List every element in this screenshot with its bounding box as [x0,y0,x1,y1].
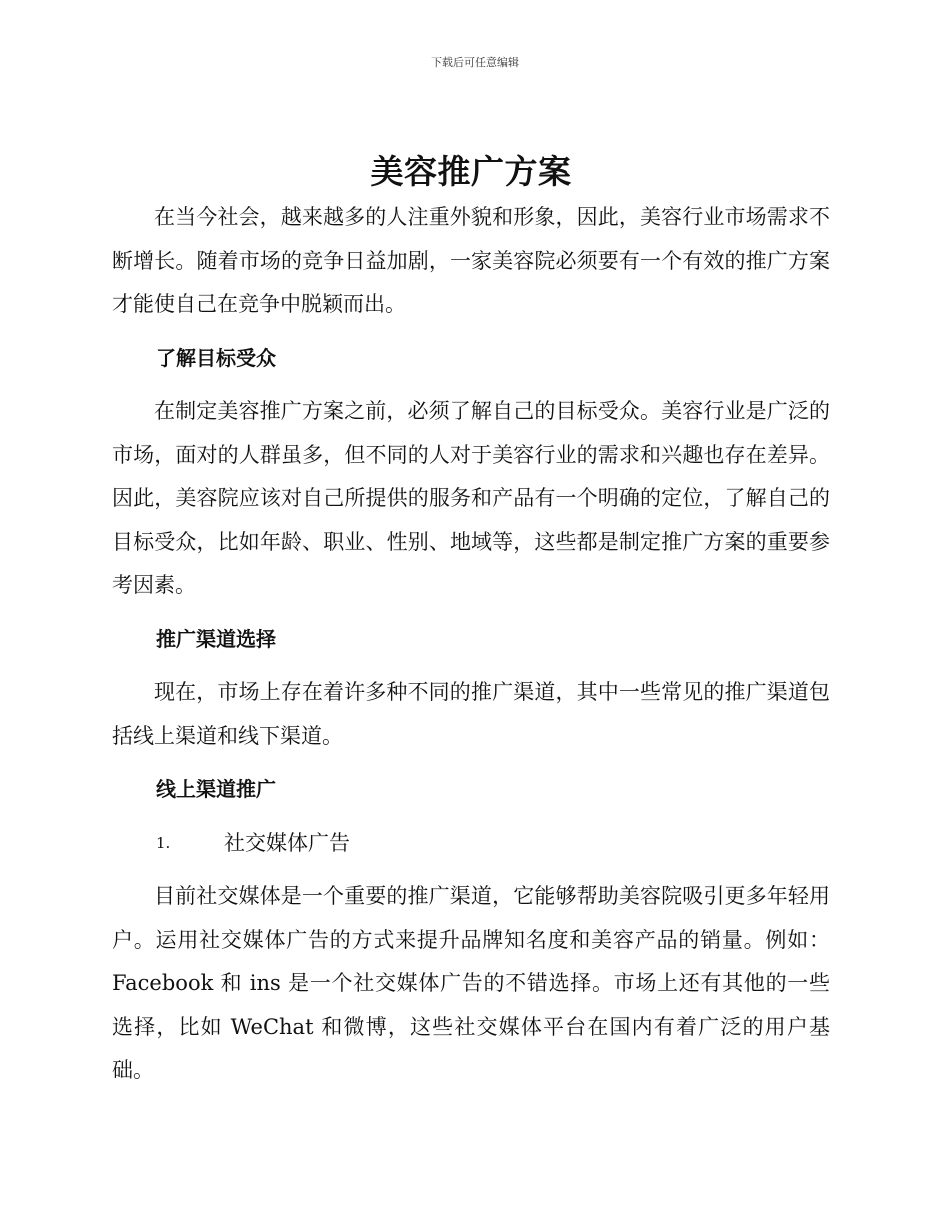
section-heading-audience: 了解目标受众 [156,345,276,370]
document-title: 美容推广方案 [370,152,572,191]
intro-paragraph: 在当今社会，越来越多的人注重外貌和形象，因此，美容行业市场需求不断增长。随着市场的竞争日益加剧，一家美容院必须要有一个有效的推广方案才能使自己在竞争中脱颖而出。 [112,205,830,316]
section-paragraph-online: 目前社交媒体是一个重要的推广渠道，它能够帮助美容院吸引更多年轻用户。运用社交媒体广告的方式来提升品牌知名度和美容产品的销量。例如：Facebook 和 ins 是一个社交媒体广告的不错选择。市场上还有其他的一些选择，比如 WeChat 和微博，这些社交媒体平台在国内有着广泛的用户基础。 [112,884,830,1082]
header-note: 下载后可任意编辑 [431,56,519,69]
list-number: 1. [156,833,171,852]
section-heading-channels: 推广渠道选择 [156,626,276,651]
section-paragraph-channels: 现在，市场上存在着许多种不同的推广渠道，其中一些常见的推广渠道包括线上渠道和线下渠道。 [112,680,830,748]
list-label: 社交媒体广告 [224,830,350,855]
document-body [112,148,830,1093]
section-heading-online: 线上渠道推广 [156,777,276,801]
list-item [112,822,830,866]
section-paragraph-audience: 在制定美容推广方案之前，必须了解自己的目标受众。美容行业是广泛的市场，面对的人群虽多，但不同的人对于美容行业的需求和兴趣也存在差异。因此，美容院应该对自己所提供的服务和产品有一个明确的定位，了解自己的目标受众，比如年龄、职业、性别、地域等，这些都是制定推广方案的重要参考因素。 [112,399,830,597]
